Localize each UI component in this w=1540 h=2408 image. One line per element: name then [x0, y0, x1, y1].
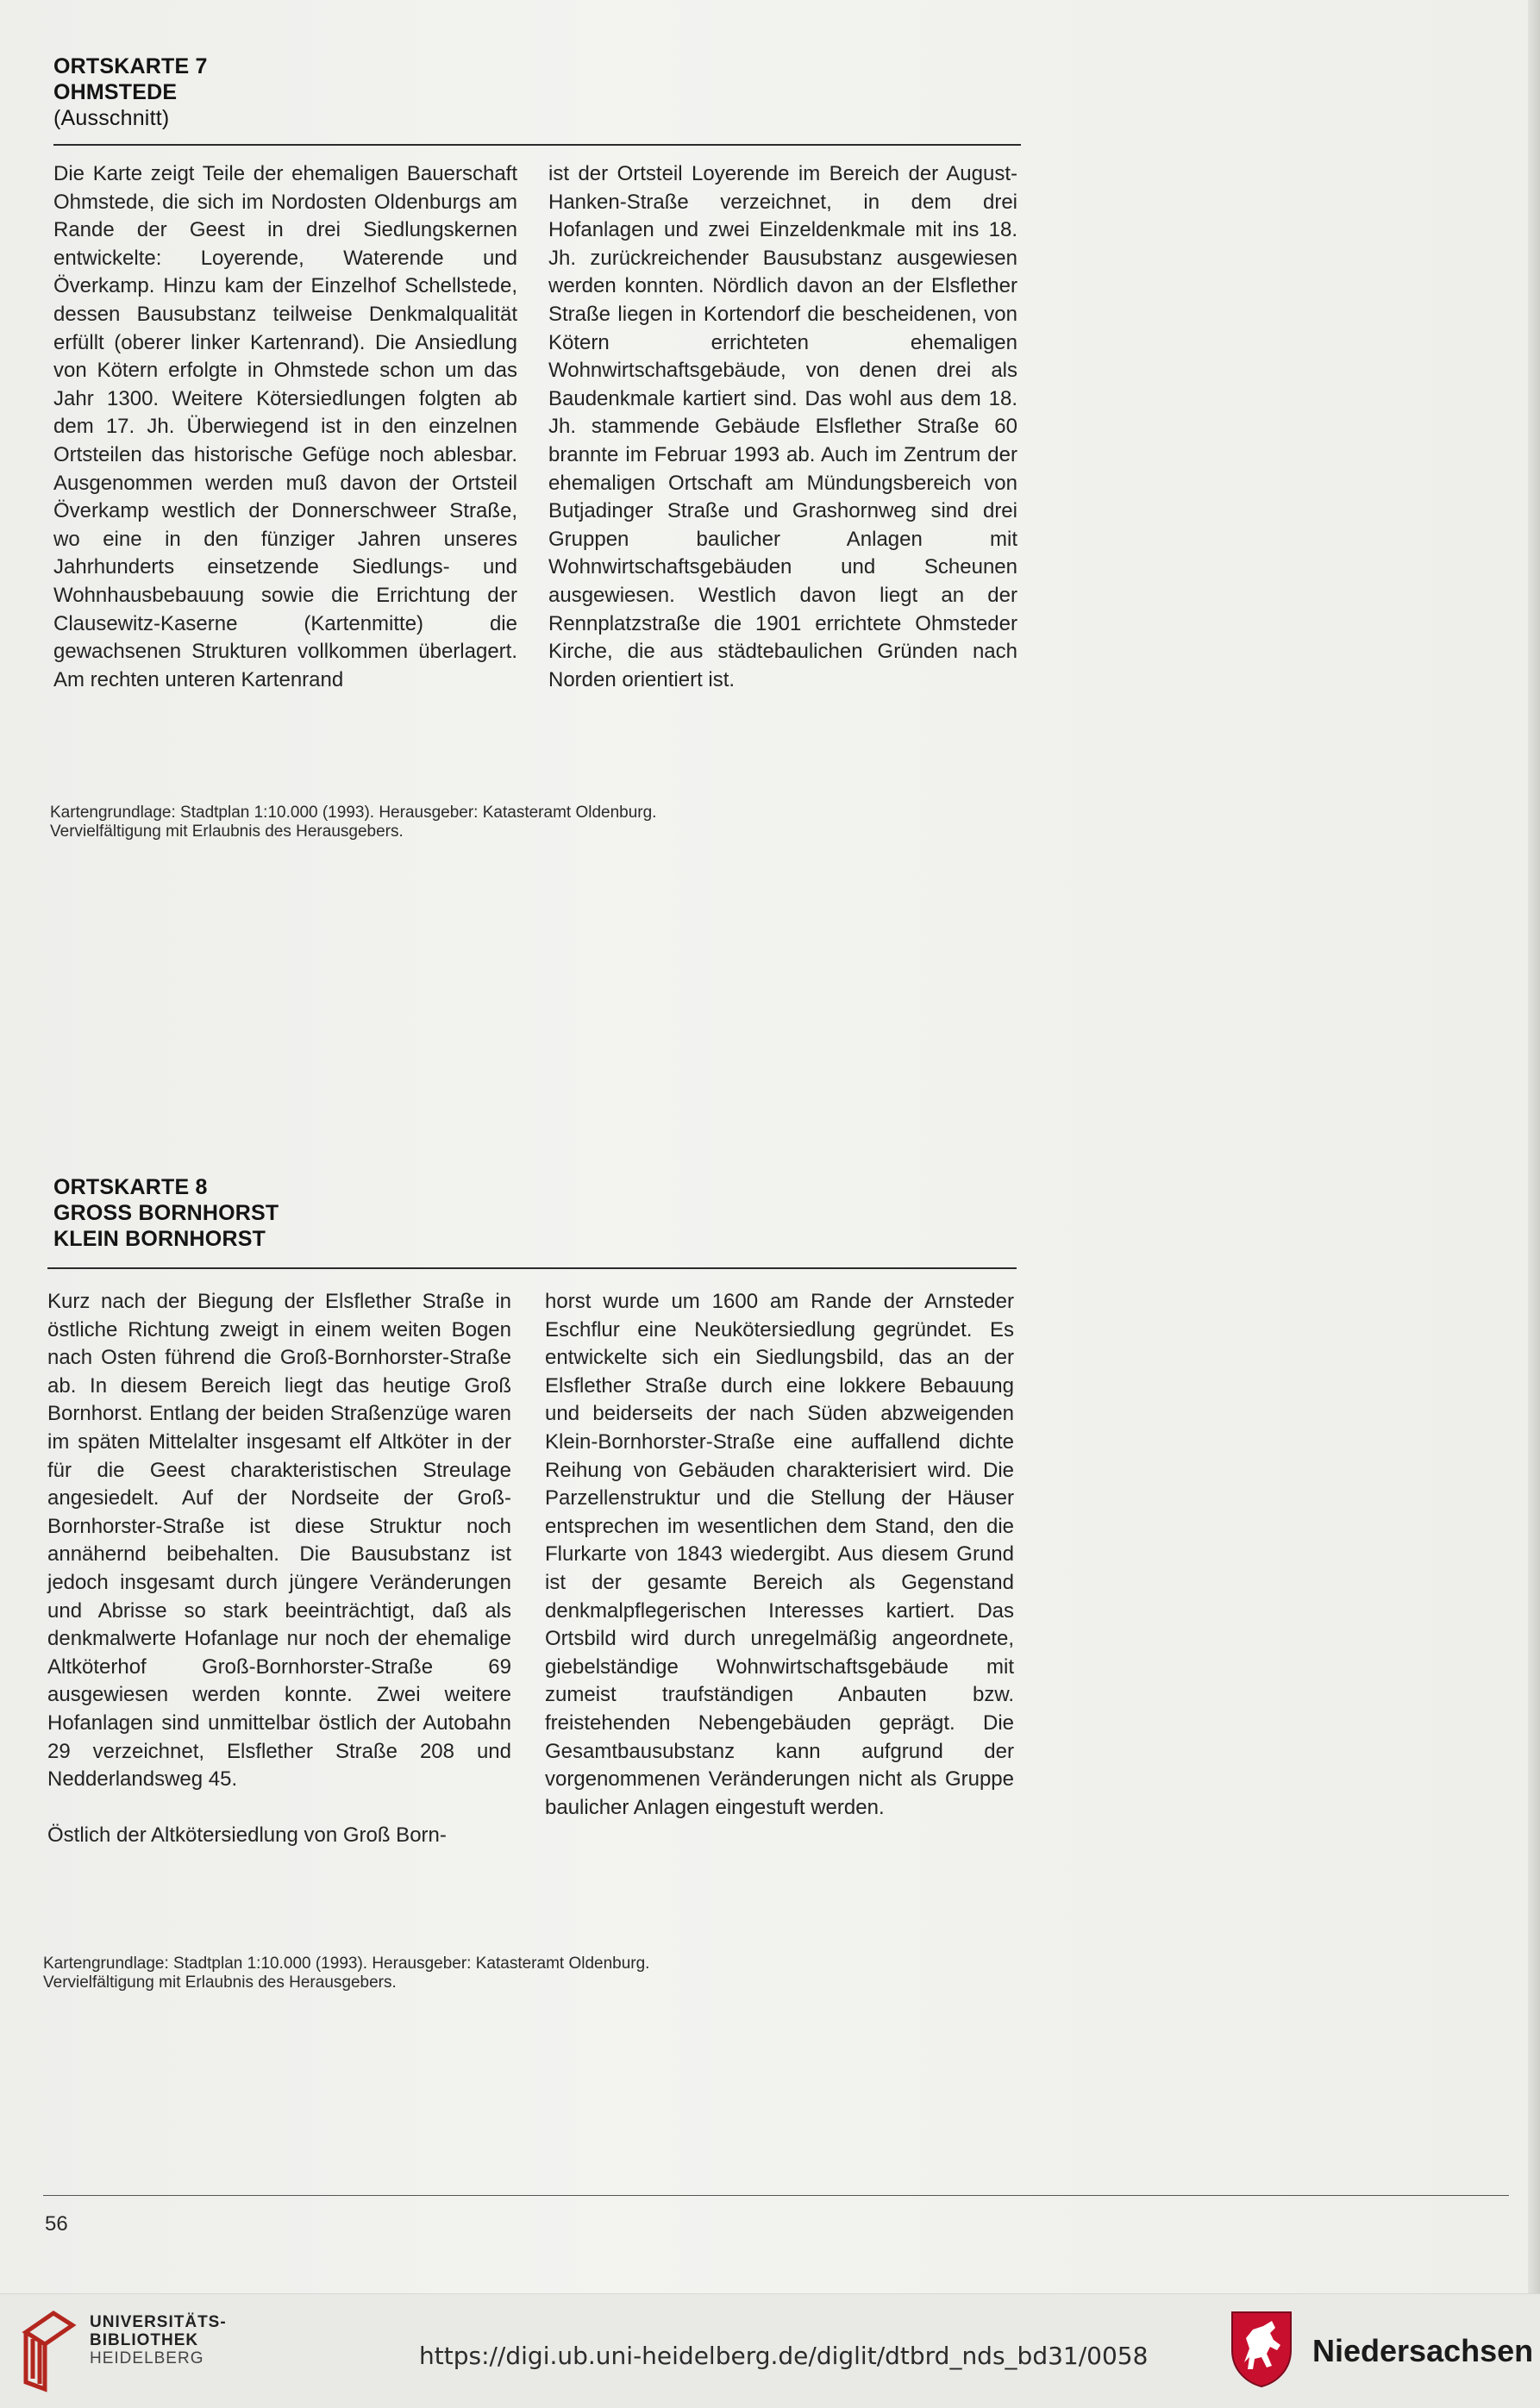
page-edge-shadow	[1528, 0, 1540, 2293]
section1-column-right	[548, 160, 1017, 694]
document-url-link[interactable]: https://digi.ub.uni-heidelberg.de/diglit/dtbrd_nds_bd31/0058	[419, 2342, 1149, 2370]
section-subtitle: (Ausschnitt)	[53, 106, 170, 130]
note-line: Vervielfältigung mit Erlaubnis des Herausgebers.	[43, 1973, 397, 1992]
library-name-line: HEIDELBERG	[90, 2349, 204, 2367]
section-title-place: OHMSTEDE	[53, 80, 178, 104]
section-title-place: GROSS BORNHORST	[53, 1201, 279, 1225]
niedersachsen-horse-icon[interactable]	[1229, 2309, 1294, 2388]
section2-map-source-note	[43, 1955, 649, 1992]
section-title-label: ORTSKARTE 8	[53, 1175, 208, 1199]
page-number: 56	[45, 2212, 68, 2236]
section2-column-right	[545, 1288, 1014, 1822]
paragraph: Kurz nach der Biegung der Elsflether Straße in östliche Richtung zweigt in einem weiten Bogen nach Osten führend die Groß-Bornhorster-Straße ab. In diesem Bereich liegt das heutige Groß Bornhorst. Entlang der beiden Straßenzüge waren im späten Mittelalter insgesamt elf Altköter in der für die Geest charakteristischen Streulage angesiedelt. Auf der Nordseite der Groß-Bornhorster-Straße ist diese Struktur noch annähernd beibehalten. Die Bausubstanz ist jedoch insgesamt durch jüngere Veränderungen und Abrisse so stark beeinträchtigt, daß als denkmalwerte Hofanlage nur noch der ehemalige Altköterhof Groß-Bornhorster-Straße 69 ausgewiesen werden konnte. Zwei weitere Hofanlagen sind unmittelbar östlich der Autobahn 29 verzeichnet, Elsflether Straße 208 und Nedderlandsweg 45.	[47, 1290, 511, 1792]
section1-column-left	[53, 160, 517, 694]
section-divider	[47, 1267, 1017, 1269]
section-divider	[53, 144, 1021, 146]
note-line: Vervielfältigung mit Erlaubnis des Herausgebers.	[50, 822, 404, 841]
section1-map-source-note	[50, 804, 656, 841]
note-line: Kartengrundlage: Stadtplan 1:10.000 (1993). Herausgeber: Katasteramt Oldenburg.	[43, 1955, 650, 1973]
note-line: Kartengrundlage: Stadtplan 1:10.000 (1993). Herausgeber: Katasteramt Oldenburg.	[50, 804, 657, 822]
page-bottom-rule	[43, 2195, 1509, 2196]
library-name-line: BIBLIOTHEK	[90, 2331, 199, 2349]
paragraph: Östlich der Altkötersiedlung von Groß Born-	[47, 1823, 447, 1847]
section-ortskarte-8-title	[53, 1174, 279, 1252]
ub-heidelberg-logo-icon[interactable]	[19, 2306, 79, 2392]
section-title-label: ORTSKARTE 7	[53, 54, 208, 78]
niedersachsen-label[interactable]: Niedersachsen	[1312, 2333, 1534, 2368]
section-title-place: KLEIN BORNHORST	[53, 1227, 266, 1251]
library-name-line: UNIVERSITÄTS-	[90, 2313, 227, 2331]
section2-column-left	[47, 1288, 511, 1849]
library-name[interactable]	[90, 2313, 227, 2367]
paragraph: ist der Ortsteil Loyerende im Bereich der August-Hanken-Straße verzeichnet, in dem drei Hofanlagen und zwei Einzeldenkmale mit ins 18. Jh. zurückreichender Bausubstanz ausgewiesen werden konnten. Nördlich davon an der Elsflether Straße liegen in Kortendorf die bescheidenen, von Kötern errichteten ehemaligen Wohnwirtschaftsgebäude, von denen drei als Baudenkmale kartiert sind. Das wohl aus dem 18. Jh. stammende Gebäude Elsflether Straße 60 brannte im Februar 1993 ab. Auch im Zentrum der ehemaligen Ortschaft am Mündungsbereich von Butjadinger Straße und Grashornweg sind drei Gruppen baulicher Anlagen mit Wohnwirtschaftsgebäuden und Scheunen ausgewiesen. Westlich davon liegt an der Rennplatzstraße die 1901 errichtete Ohmsteder Kirche, die aus städtebaulichen Gründen nach Norden orientiert ist.	[548, 162, 1017, 691]
paragraph: Die Karte zeigt Teile der ehemaligen Bauerschaft Ohmstede, die sich im Nordosten Oldenburgs am Rande der Geest in drei Siedlungskernen entwickelte: Loyerende, Waterende und Överkamp. Hinzu kam der Einzelhof Schellstede, dessen Bausubstanz teilweise Denkmalqualität erfüllt (oberer linker Kartenrand). Die Ansiedlung von Kötern erfolgte in Ohmstede schon um das Jahr 1300. Weitere Kötersiedlungen folgten ab dem 17. Jh. Überwiegend ist in den einzelnen Ortsteilen das historische Gefüge noch ablesbar. Ausgenommen werden muß davon der Ortsteil Överkamp westlich der Donnerschweer Straße, wo eine in den fünziger Jahren unseres Jahrhunderts einsetzende Siedlungs- und Wohnhausbebauung sowie die Errichtung der Clausewitz-Kaserne (Kartenmitte) die gewachsenen Strukturen vollkommen überlagert. Am rechten unteren Kartenrand	[53, 162, 517, 691]
paragraph: horst wurde um 1600 am Rande der Arnsteder Eschflur eine Neukötersiedlung gegründet. Es entwickelte sich ein Siedlungsbild, das an der Elsflether Straße durch eine lokkere Bebauung und beiderseits der nach Süden abzweigenden Klein-Bornhorster-Straße eine auffallend dichte Reihung von Gebäuden charakterisiert wird. Die Parzellenstruktur und die Stellung der Häuser entsprechen im wesentlichen dem Stand, den die Flurkarte von 1843 wiedergibt. Aus diesem Grund ist der gesamte Bereich als Gegenstand denkmalpflegerischen Interesses kartiert. Das Ortsbild wird durch unregelmäßig angeordnete, giebelständige Wohnwirtschaftsgebäude mit zumeist traufständigen Anbauten bzw. freistehenden Nebengebäuden geprägt. Die Gesamtbausubstanz kann aufgrund der vorgenommenen Veränderungen nicht als Gruppe baulicher Anlagen eingestuft werden.	[545, 1290, 1014, 1819]
section-ortskarte-7-title	[53, 53, 208, 131]
